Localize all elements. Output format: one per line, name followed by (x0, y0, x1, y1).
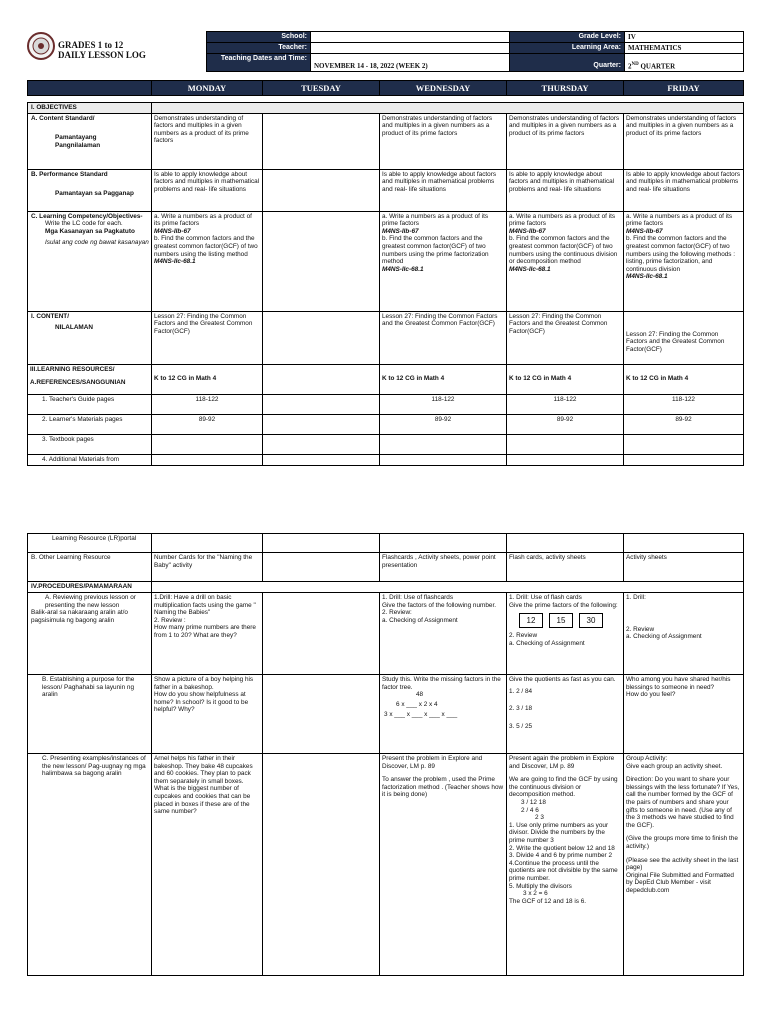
tb-thu (507, 434, 624, 454)
resources-wed: K to 12 CG in Math 4 (380, 364, 507, 394)
review-fri-1: 1. Drill: (626, 594, 646, 601)
lc-fri-code67: M4NS-IIb-67 (626, 227, 663, 235)
area-label: Learning Area: (510, 43, 625, 54)
presenting-label: C. Presenting examples/instances of the new lesson/ Pag-uugnay ng mga halimbawa sa bagong aralin (28, 754, 152, 976)
lc-label-c: Mga Kasanayan sa Pagkatuto (45, 227, 135, 235)
quarter-value (625, 54, 744, 72)
presenting-fri-6: Original File Submitted and Formatted by DepEd Club Member - visit depedclub.com (626, 871, 734, 894)
procedures-blank (152, 582, 744, 593)
presenting-thu-s4: 4.Continue the process until the quotients are not divisible by the same prime number. (509, 859, 618, 882)
performance-fri: Is able to apply knowledge about factors and multiples in mathematical problems and real- life situations (624, 169, 744, 211)
review-tue (263, 593, 380, 675)
tb-wed (380, 434, 507, 454)
tg-thu: 118-122 (507, 394, 624, 414)
presenting-fri-2: Give each group an activity sheet. (626, 762, 723, 770)
dll-title-line1: GRADES 1 to 12 (58, 40, 124, 50)
performance-label-a: B. Performance Standard (31, 170, 108, 178)
resources-label-a: III.LEARNING RESOURCES/ (30, 365, 115, 373)
other-lr-tue (263, 553, 380, 582)
presenting-fri-4: (Give the groups more time to finish the activity.) (626, 835, 738, 850)
resources-row (28, 364, 744, 394)
school-value (311, 32, 510, 43)
resources-label-b: A.REFERENCES/SANGGUNIAN (30, 379, 126, 387)
presenting-wed (380, 754, 507, 976)
resources-label (28, 364, 152, 394)
tb-row (28, 434, 744, 454)
presenting-thu-s7: The GCF of 12 and 18 is 6. (509, 897, 587, 905)
dll-title-line2: DAILY LESSON LOG (58, 50, 146, 60)
day-header-blank (28, 81, 152, 96)
grade-value: IV (625, 32, 744, 43)
content-row (28, 311, 744, 364)
lm-label: 2. Learner's Materials pages (28, 414, 152, 434)
number-card-12: 12 (519, 613, 543, 628)
performance-tue (263, 169, 380, 211)
am-row (28, 454, 744, 465)
day-header-table (27, 80, 744, 96)
lc-wed-code67: M4NS-IIb-67 (382, 227, 419, 235)
content-label-a: I. CONTENT/ (31, 312, 69, 320)
number-card-15: 15 (549, 613, 573, 628)
review-thu-1: 1. Drill: Use of flash cards (509, 594, 582, 601)
factor-tree-row3: 3 x ___ x ___ x ___ x ___ (384, 711, 458, 719)
number-card-30: 30 (579, 613, 603, 628)
purpose-fri-1: Who among you have shared her/his blessings to someone in need? (626, 676, 731, 691)
quarter-num: 2 (628, 62, 632, 70)
purpose-thu-q1: 1. 2 / 84 (509, 687, 533, 695)
dll-title (58, 40, 146, 60)
continuous-division-line1: 3 / 12 18 (521, 798, 546, 806)
lm-thu: 89-92 (507, 414, 624, 434)
resources-mon: K to 12 CG in Math 4 (152, 364, 263, 394)
lc-fri-b: b. Find the common factors and the greatest common factor(GCF) of two numbers using the following methods : listing, prime factorization, and continuous division (626, 235, 736, 273)
factor-tree-top: 48 (416, 691, 424, 699)
tg-tue (263, 394, 380, 414)
quarter-word: QUARTER (640, 62, 676, 70)
lr-portal-wed (380, 534, 507, 553)
purpose-mon-2: How do you show helpfulness at home? In school? Is it good to be helpful? Why? (154, 691, 249, 714)
content-standard-label-c: Pangnilalaman (55, 141, 101, 149)
day-wednesday: WEDNESDAY (380, 81, 507, 96)
lr-portal-mon (152, 534, 263, 553)
presenting-thu-s1: 1. Use only prime numbers as your divisor. Divide the numbers by the prime number 3 (509, 821, 609, 844)
lc-thu-code67: M4NS-IIb-67 (509, 227, 546, 235)
continuous-division-line3: 2 3 (535, 814, 544, 822)
continuous-division-line2: 2 / 4 6 (521, 806, 539, 814)
tg-wed: 118-122 (380, 394, 507, 414)
grade-label: Grade Level: (510, 32, 625, 43)
deped-seal-icon (27, 32, 55, 60)
lm-wed: 89-92 (380, 414, 507, 434)
content-standard-label-a: A. Content Standard/ (31, 114, 95, 122)
content-standard-thu: Demonstrates understanding of factors and multiples in a given numbers as a product of its prime factors (507, 113, 624, 169)
presenting-thu-s3: 3. Divide 4 and 6 by prime number 2 (509, 852, 613, 860)
review-mon (152, 593, 263, 675)
review-wed-3: 2. Review: (382, 609, 412, 617)
lc-thu (507, 211, 624, 311)
lr-portal-label: Learning Resource (LR)portal (28, 534, 152, 553)
resources-fri: K to 12 CG in Math 4 (624, 364, 744, 394)
presenting-thu-1: Present again the problem in Explore and Discover, LM p. 89 (509, 755, 615, 770)
resources-thu: K to 12 CG in Math 4 (507, 364, 624, 394)
area-value: MATHEMATICS (625, 43, 744, 54)
purpose-thu-1: Give the quotients as fast as you can. (509, 676, 616, 683)
lc-wed-b: b. Find the common factors and the greatest common factor(GCF) of two numbers using the prime factorization method (382, 235, 489, 266)
resources-tue (263, 364, 380, 394)
day-thursday: THURSDAY (507, 81, 624, 96)
lc-thu-code68: M4NS-IIc-68.1 (509, 265, 551, 273)
presenting-fri-3: Direction: Do you want to share your blessings with the less fortunate? If Yes, call the number formed by the GCF of the pairs of numbers and share your gifts to someone in need. (Use any of the 3 methods we have studied to find the GCF). (626, 776, 740, 829)
tg-fri: 118-122 (624, 394, 744, 414)
presenting-thu-s5: 5. Multiply the divisors (509, 882, 572, 890)
school-label: School: (207, 32, 311, 43)
purpose-thu-q3: 3. 5 / 25 (509, 722, 533, 730)
review-mon-2: 2. Review : (154, 616, 186, 624)
other-lr-fri: Activity sheets (624, 553, 744, 582)
dates-label: Teaching Dates and Time: (207, 54, 311, 72)
tb-fri (624, 434, 744, 454)
other-lr-row (28, 553, 744, 582)
procedures-row (28, 582, 744, 593)
review-thu-2: Give the prime factors of the following: (509, 601, 618, 609)
factor-tree-row2: 6 x ___ x 2 x 4 (396, 701, 438, 709)
performance-wed: Is able to apply knowledge about factors and multiples in mathematical problems and real- life situations (380, 169, 507, 211)
header-info-table (206, 31, 744, 72)
lesson-table-page2 (27, 533, 744, 976)
content-thu: Lesson 27: Finding the Common Factors and the Greatest Common Factor(GCF) (507, 311, 624, 364)
other-lr-wed: Flashcards , Activity sheets, power point presentation (380, 553, 507, 582)
lm-tue (263, 414, 380, 434)
lc-mon-a: a. Write a numbers as a product of its prime factors (154, 212, 252, 228)
factor-tree (382, 691, 504, 725)
content-label-b: NILALAMAN (55, 324, 93, 332)
performance-label (28, 169, 152, 211)
lc-thu-a: a. Write a numbers as a product of its prime factors (509, 212, 616, 228)
lc-label-d: Isulat ang code ng bawat kasanayan (45, 239, 149, 247)
purpose-mon-1: Show a picture of a boy helping his father in a bakeshop. (154, 676, 254, 691)
lc-mon-code67: M4NS-IIb-67 (154, 227, 191, 235)
review-fri-3: a. Checking of Assignment (626, 633, 702, 641)
review-thu-4: a. Checking of Assignment (509, 639, 585, 647)
purpose-tue (263, 675, 380, 754)
day-monday: MONDAY (152, 81, 263, 96)
other-lr-thu: Flash cards, activity sheets (507, 553, 624, 582)
purpose-label: B. Establishing a purpose for the lesson/ Paghahabi sa layunin ng aralin (28, 675, 152, 754)
review-row (28, 593, 744, 675)
presenting-wed-2: To answer the problem , used the Prime factorization method . (Teacher shows how it is being done) (382, 776, 504, 799)
content-standard-fri: Demonstrates understanding of factors and multiples in a given numbers as a product of its prime factors (624, 113, 744, 169)
lm-fri: 89-92 (624, 414, 744, 434)
quarter-label: Quarter: (510, 54, 625, 72)
lc-label-b: Write the LC code for each. (45, 220, 123, 228)
review-label-a: A. Reviewing previous lesson or presenting the new lesson (45, 594, 136, 609)
lr-portal-tue (263, 534, 380, 553)
am-thu (507, 454, 624, 465)
lc-wed (380, 211, 507, 311)
tb-tue (263, 434, 380, 454)
presenting-thu-s6: 3 x 2 = 6 (523, 890, 548, 898)
objectives-blank (152, 103, 744, 114)
lr-portal-thu (507, 534, 624, 553)
lesson-table-page1 (27, 102, 744, 466)
day-tuesday: TUESDAY (263, 81, 380, 96)
lr-portal-fri (624, 534, 744, 553)
performance-row (28, 169, 744, 211)
tg-label: 1. Teacher's Guide pages (28, 394, 152, 414)
review-wed-2: Give the factors of the following number. (382, 601, 497, 609)
lm-row (28, 414, 744, 434)
lc-label-a: C. Learning Competency/Objectives- (31, 212, 143, 220)
purpose-wed (380, 675, 507, 754)
purpose-thu (507, 675, 624, 754)
content-standard-wed: Demonstrates understanding of factors and multiples in a given numbers as a product of its prime factors (380, 113, 507, 169)
objectives-label: I. OBJECTIVES (28, 103, 152, 114)
review-label (28, 593, 152, 675)
content-wed: Lesson 27: Finding the Common Factors and the Greatest Common Factor(GCF) (380, 311, 507, 364)
dates-value: NOVEMBER 14 - 18, 2022 (WEEK 2) (311, 54, 510, 72)
lc-wed-code68: M4NS-IIc-68.1 (382, 265, 424, 273)
content-label (28, 311, 152, 364)
performance-mon: Is able to apply knowledge about factors and multiples in mathematical problems and real- life situations (152, 169, 263, 211)
lr-portal-row (28, 534, 744, 553)
tb-mon (152, 434, 263, 454)
presenting-wed-1: Present the problem in Explore and Discover, LM p. 89 (382, 755, 483, 770)
presenting-tue (263, 754, 380, 976)
tg-row (28, 394, 744, 414)
quarter-sup: ND (631, 61, 639, 67)
content-mon: Lesson 27: Finding the Common Factors and the Greatest Common Factor(GCF) (152, 311, 263, 364)
lc-mon-b: b. Find the common factors and the greatest common factor(GCF) of two numbers using the listing method (154, 235, 258, 258)
day-friday: FRIDAY (624, 81, 744, 96)
purpose-fri-2: How do you feel? (626, 691, 676, 699)
am-fri (624, 454, 744, 465)
am-mon (152, 454, 263, 465)
content-standard-row (28, 113, 744, 169)
review-thu (507, 593, 624, 675)
presenting-row (28, 754, 744, 976)
review-wed-4: a. Checking of Assignment (382, 616, 458, 624)
review-fri-2: 2. Review (626, 625, 655, 633)
teacher-value (311, 43, 510, 54)
review-wed (380, 593, 507, 675)
presenting-thu (507, 754, 624, 976)
content-standard-label (28, 113, 152, 169)
content-standard-mon: Demonstrates understanding of factors and multiples in a given numbers as a product of its prime factors (152, 113, 263, 169)
other-lr-mon: Number Cards for the "Naming the Baby" activity (152, 553, 263, 582)
performance-thu: Is able to apply knowledge about factors and multiples in mathematical problems and real- life situations (507, 169, 624, 211)
presenting-fri-1: Group Activity: (626, 755, 668, 762)
presenting-fri-5: (Please see the activity sheet in the last page) (626, 856, 739, 872)
content-tue (263, 311, 380, 364)
tb-label: 3. Textbook pages (28, 434, 152, 454)
lc-mon (152, 211, 263, 311)
lc-mon-code68: M4NS-IIc-68.1 (154, 258, 196, 266)
lm-mon: 89-92 (152, 414, 263, 434)
am-wed (380, 454, 507, 465)
purpose-wed-1: Study this. Write the missing factors in the factor tree. (382, 676, 501, 691)
review-wed-1: 1. Drill: Use of flashcards (382, 594, 454, 601)
prime-factor-cards (519, 613, 621, 628)
purpose-thu-q2: 2. 3 / 18 (509, 705, 533, 713)
lc-row (28, 211, 744, 311)
procedures-label: IV.PROCEDURES/PAMAMARAAN (28, 582, 152, 593)
review-mon-3: How many prime numbers are there from 1 to 20? What are they? (154, 624, 256, 639)
teacher-label: Teacher: (207, 43, 311, 54)
tg-mon: 118-122 (152, 394, 263, 414)
other-lr-label: B. Other Learning Resource (28, 553, 152, 582)
content-fri: Lesson 27: Finding the Common Factors and the Greatest Common Factor(GCF) (624, 311, 744, 364)
review-mon-1: 1.Drill: Have a drill on basic multiplication facts using the game " Naming the Babies" (154, 594, 256, 617)
review-label-b: Balik-aral sa nakaraang aralin at/o pagsisimula ng bagong aralin (31, 609, 128, 624)
review-fri (624, 593, 744, 675)
purpose-row (28, 675, 744, 754)
lc-fri (624, 211, 744, 311)
purpose-fri (624, 675, 744, 754)
lc-label (28, 211, 152, 311)
am-label: 4. Additional Materials from (28, 454, 152, 465)
lc-wed-a: a. Write a numbers as a product of its prime factors (382, 212, 489, 228)
content-standard-tue (263, 113, 380, 169)
review-thu-3: 2. Review (509, 632, 538, 640)
presenting-fri (624, 754, 744, 976)
lc-thu-b: b. Find the common factors and the greatest common factor(GCF) of two numbers using the continuous division or decomposition method (509, 235, 618, 266)
content-standard-label-b: Pamantayang (55, 134, 97, 142)
lc-fri-a: a. Write a numbers as a product of its prime factors (626, 212, 733, 228)
lc-fri-code68: M4NS-IIc-68.1 (626, 273, 668, 281)
presenting-thu-2: We are going to find the GCF by using the continuous division or decomposition method. (509, 776, 618, 799)
performance-label-b: Pamantayan sa Pagganap (55, 190, 134, 198)
purpose-mon (152, 675, 263, 754)
presenting-mon: Arnel helps his father in their bakeshop. They bake 48 cupcakes and 60 cookies. They plan to pack them separately in small boxes. What is the biggest number of cupcakes and cookies that can be placed in boxes if these are of the same number? (152, 754, 263, 976)
objectives-row (28, 103, 744, 114)
presenting-thu-s2: 2. Write the quotient below 12 and 18 (509, 844, 615, 852)
am-tue (263, 454, 380, 465)
lc-tue (263, 211, 380, 311)
